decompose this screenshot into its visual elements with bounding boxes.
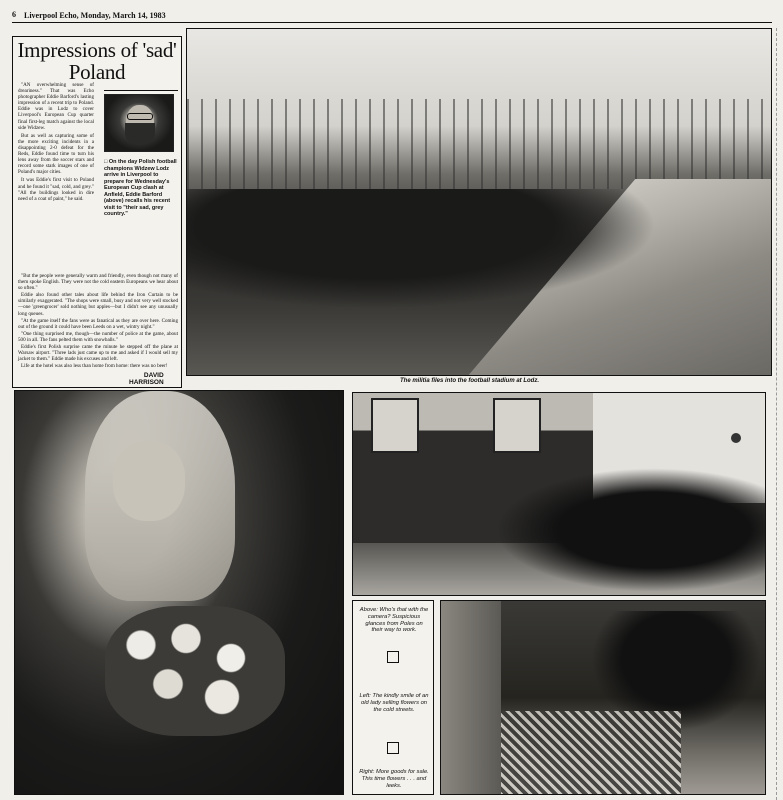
sidebar-rule — [104, 90, 178, 91]
paragraph: "At the game itself the fans were as fanatical as they are over here. Coming out of the ground it could have been Leeds on a wet, wintry night." — [18, 317, 178, 330]
headline: Impressions of 'sad' Poland — [17, 38, 177, 84]
pedestrians — [483, 463, 766, 596]
old-lady-photo — [14, 390, 344, 795]
militia-caption: The militia files into the football stadium at Lodz. — [400, 378, 540, 384]
flower-bouquet — [105, 606, 285, 736]
paragraph: "But the people were generally warm and friendly, even though not many of them spoke English. They were not the cold eastern Europeans we hear about so often." — [18, 273, 178, 292]
byline-last: HARRISON — [129, 379, 164, 386]
street-sign — [731, 433, 741, 443]
caption-above: Above: Who's that with the camera? Suspicious glances from Poles on their way to work. — [359, 607, 429, 634]
tram-window — [493, 398, 541, 453]
portrait-beard — [125, 123, 155, 145]
paragraph: But as well as capturing some of the more exciting incidents in a disappointing 2-0 defeat for the Reds, Eddie found time to turn his lens away from the soccer stars and record some stark images of one of Poland's major cities. — [18, 132, 94, 176]
masthead-rule — [12, 22, 772, 23]
caption-divider-square — [387, 651, 399, 663]
paragraph: Eddie's first Polish surprise came the minute he stepped off the plane at Warsaw airport. "Three lads just came up to me and asked if I would sell my jacket to them." Eddie made his excuses and left. — [18, 344, 178, 363]
captions-box — [352, 600, 434, 795]
bare-trees — [187, 99, 772, 189]
tram-photo — [352, 392, 766, 596]
article-box — [12, 36, 182, 388]
militia-photo — [186, 28, 772, 376]
page-number: 6 — [12, 10, 16, 19]
article-body-full — [18, 273, 178, 370]
page-edge — [776, 28, 777, 800]
tram-window — [371, 398, 419, 453]
market-photo — [440, 600, 766, 795]
article-body-column — [18, 82, 94, 204]
caption-divider-square — [387, 742, 399, 754]
old-lady-face — [113, 441, 185, 521]
byline — [129, 372, 164, 386]
paragraph: It was Eddie's first visit to Poland and he found it "sad, cold, and grey." "All the buildings looked in dire need of a coat of paint," he said. — [18, 177, 94, 202]
paragraph: "One thing surprised me, though—the number of police at the game, about 500 in all. The fans pelted them with snowballs." — [18, 330, 178, 343]
caption-left: Left: The kindly smile of an old lady selling flowers on the cold streets. — [359, 693, 429, 713]
market-crates — [501, 711, 681, 795]
byline-first: DAVID — [143, 372, 164, 379]
caption-right: Right: More goods for sale. This time flowers . . . and leeks. — [359, 769, 429, 789]
paragraph: "AN overwhelming sense of dreariness." That was Echo photographer Eddie Barford's lasting impression of a recent trip to Poland. Eddie was in Lodz to cover Liverpool's European Cup quarter final first-leg match against the local side Widzew. — [18, 82, 94, 131]
paragraph: Eddie also found other tales about life behind the Iron Curtain to be similarly exaggerated. "The shops were small, busy and not very well stocked—one 'greengrocer' sold nothing but apples—but I didn't see any unusually long queues. — [18, 292, 178, 317]
portrait-glasses — [127, 113, 153, 120]
building-wall — [441, 601, 501, 795]
photographer-portrait — [104, 94, 174, 152]
sidebar-note: □ On the day Polish football champions Widzew Lodz arrive in Liverpool to prepare for Wednesday's European Cup clash at Anfield, Eddie Barford (above) recalls his recent visit to "their sad, grey country." — [104, 159, 177, 217]
paragraph: Life at the hotel was also less than home from home: there was no beer! — [21, 363, 168, 370]
militia-crowd — [187, 189, 657, 309]
publication-date: Liverpool Echo, Monday, March 14, 1983 — [24, 11, 166, 20]
